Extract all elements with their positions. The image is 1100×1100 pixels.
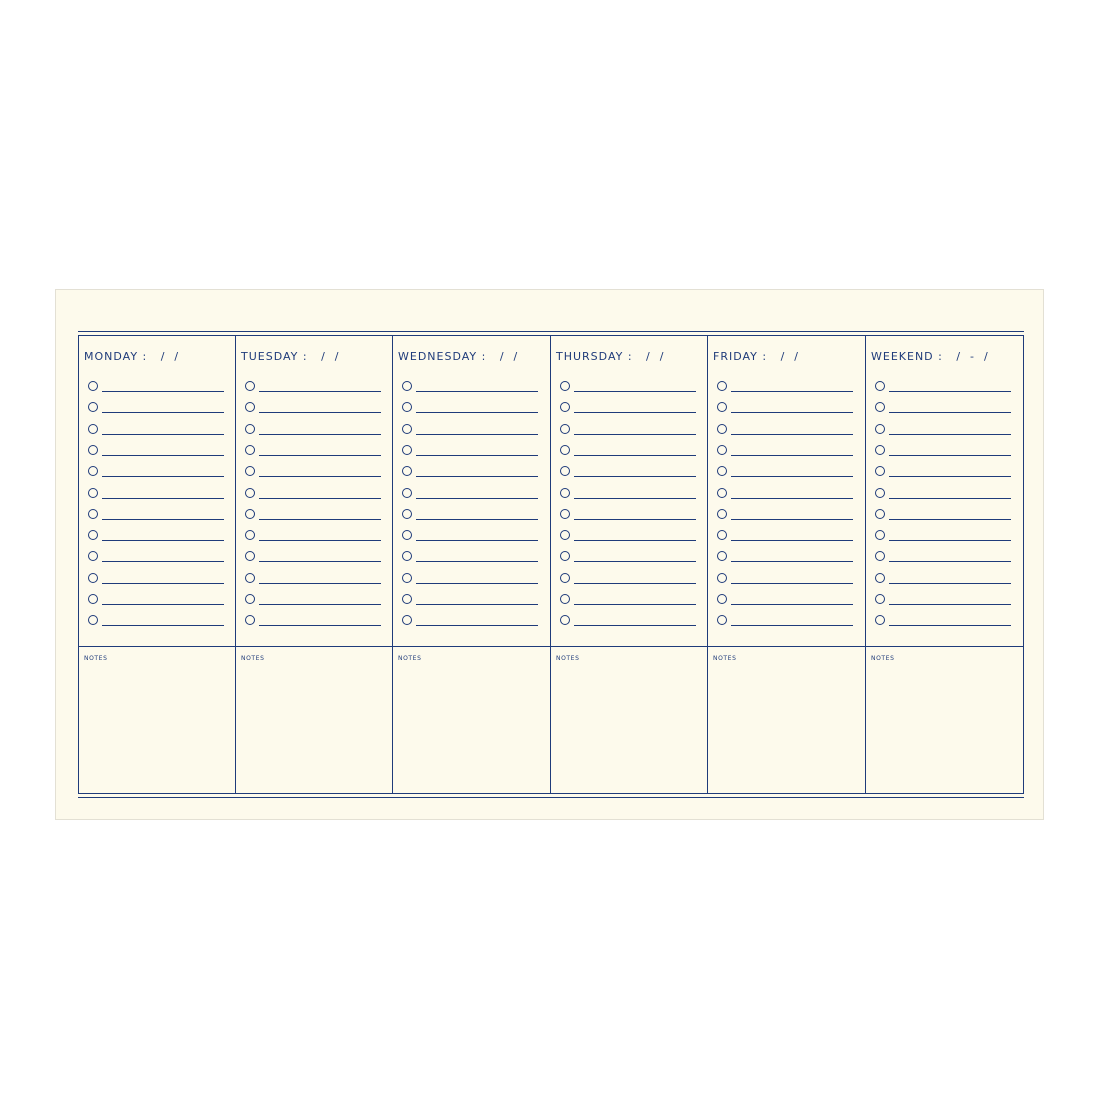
task-checkbox-circle[interactable] xyxy=(560,488,570,498)
task-line[interactable] xyxy=(259,625,381,626)
task-row xyxy=(88,594,226,606)
task-line[interactable] xyxy=(889,391,1011,392)
task-checkbox-circle[interactable] xyxy=(245,509,255,519)
task-line[interactable] xyxy=(574,519,696,520)
task-line[interactable] xyxy=(731,540,853,541)
task-line[interactable] xyxy=(731,625,853,626)
task-row xyxy=(88,615,226,627)
task-line[interactable] xyxy=(102,604,224,605)
task-line[interactable] xyxy=(259,561,381,562)
task-row xyxy=(402,488,540,500)
task-checkbox-circle[interactable] xyxy=(88,573,98,583)
top-border-outer xyxy=(78,331,1024,332)
task-line[interactable] xyxy=(259,498,381,499)
task-line[interactable] xyxy=(574,583,696,584)
task-row xyxy=(717,445,855,457)
task-row xyxy=(560,509,698,521)
task-row xyxy=(88,445,226,457)
task-row xyxy=(560,594,698,606)
task-line[interactable] xyxy=(416,561,538,562)
day-header[interactable]: TUESDAY : / / xyxy=(241,350,340,363)
task-row xyxy=(875,573,1013,585)
task-line[interactable] xyxy=(102,519,224,520)
task-checkbox-circle[interactable] xyxy=(245,551,255,561)
task-line[interactable] xyxy=(102,625,224,626)
task-line[interactable] xyxy=(416,412,538,413)
task-checkbox-circle[interactable] xyxy=(560,445,570,455)
task-checkbox-circle[interactable] xyxy=(402,402,412,412)
task-row xyxy=(560,615,698,627)
task-row xyxy=(402,551,540,563)
task-checkbox-circle[interactable] xyxy=(875,445,885,455)
task-row xyxy=(717,402,855,414)
task-row xyxy=(875,381,1013,393)
task-row xyxy=(717,381,855,393)
task-checkbox-circle[interactable] xyxy=(88,551,98,561)
task-row xyxy=(402,445,540,457)
task-checkbox-circle[interactable] xyxy=(88,424,98,434)
task-row xyxy=(245,615,383,627)
task-checkbox-circle[interactable] xyxy=(245,615,255,625)
task-checkbox-circle[interactable] xyxy=(88,381,98,391)
task-checkbox-circle[interactable] xyxy=(875,381,885,391)
day-header[interactable]: THURSDAY : / / xyxy=(556,350,665,363)
task-row xyxy=(88,466,226,478)
task-line[interactable] xyxy=(731,391,853,392)
task-row xyxy=(717,573,855,585)
task-checkbox-circle[interactable] xyxy=(88,615,98,625)
day-column-tuesday xyxy=(235,335,392,793)
task-row xyxy=(245,381,383,393)
task-checkbox-circle[interactable] xyxy=(717,530,727,540)
task-line[interactable] xyxy=(574,455,696,456)
task-line[interactable] xyxy=(889,434,1011,435)
notes-label: NOTES xyxy=(241,655,265,662)
task-row xyxy=(245,530,383,542)
task-line[interactable] xyxy=(259,455,381,456)
task-line[interactable] xyxy=(574,625,696,626)
task-row xyxy=(402,424,540,436)
task-row xyxy=(88,424,226,436)
task-checkbox-circle[interactable] xyxy=(560,509,570,519)
task-line[interactable] xyxy=(102,561,224,562)
task-line[interactable] xyxy=(102,540,224,541)
task-row xyxy=(560,424,698,436)
column-divider xyxy=(1023,335,1024,793)
task-line[interactable] xyxy=(102,455,224,456)
task-row xyxy=(245,424,383,436)
day-column-thursday xyxy=(550,335,707,793)
task-checkbox-circle[interactable] xyxy=(245,573,255,583)
task-line[interactable] xyxy=(416,434,538,435)
task-line[interactable] xyxy=(889,476,1011,477)
task-line[interactable] xyxy=(102,412,224,413)
task-row xyxy=(402,573,540,585)
bottom-border-inner xyxy=(78,793,1024,794)
task-line[interactable] xyxy=(731,519,853,520)
task-checkbox-circle[interactable] xyxy=(875,509,885,519)
task-checkbox-circle[interactable] xyxy=(560,615,570,625)
task-checkbox-circle[interactable] xyxy=(717,573,727,583)
task-row xyxy=(88,509,226,521)
task-line[interactable] xyxy=(889,540,1011,541)
task-checkbox-circle[interactable] xyxy=(88,530,98,540)
task-row xyxy=(717,509,855,521)
task-row xyxy=(560,530,698,542)
task-line[interactable] xyxy=(102,498,224,499)
task-line[interactable] xyxy=(574,540,696,541)
task-line[interactable] xyxy=(889,498,1011,499)
task-row xyxy=(717,551,855,563)
task-row xyxy=(717,594,855,606)
task-row xyxy=(875,488,1013,500)
task-checkbox-circle[interactable] xyxy=(402,594,412,604)
task-row xyxy=(245,488,383,500)
task-line[interactable] xyxy=(416,498,538,499)
task-checkbox-circle[interactable] xyxy=(402,530,412,540)
task-line[interactable] xyxy=(574,561,696,562)
task-row xyxy=(717,424,855,436)
task-line[interactable] xyxy=(259,519,381,520)
task-checkbox-circle[interactable] xyxy=(560,381,570,391)
task-checkbox-circle[interactable] xyxy=(717,466,727,476)
planner-grid xyxy=(78,331,1024,798)
task-checkbox-circle[interactable] xyxy=(717,488,727,498)
task-row xyxy=(560,488,698,500)
day-header[interactable]: MONDAY : / / xyxy=(84,350,180,363)
task-row xyxy=(875,402,1013,414)
task-row xyxy=(88,573,226,585)
task-line[interactable] xyxy=(259,412,381,413)
task-checkbox-circle[interactable] xyxy=(245,530,255,540)
task-checkbox-circle[interactable] xyxy=(402,488,412,498)
day-column-weekend xyxy=(865,335,1022,793)
task-checkbox-circle[interactable] xyxy=(717,424,727,434)
task-checkbox-circle[interactable] xyxy=(875,530,885,540)
task-row xyxy=(875,594,1013,606)
task-row xyxy=(875,530,1013,542)
task-checkbox-circle[interactable] xyxy=(402,381,412,391)
task-checkbox-circle[interactable] xyxy=(88,445,98,455)
task-row xyxy=(88,530,226,542)
weekly-planner-pad xyxy=(55,289,1044,820)
day-header[interactable]: WEEKEND : / - / xyxy=(871,350,989,363)
task-line[interactable] xyxy=(889,455,1011,456)
task-line[interactable] xyxy=(889,583,1011,584)
task-checkbox-circle[interactable] xyxy=(875,402,885,412)
task-checkbox-circle[interactable] xyxy=(88,488,98,498)
task-line[interactable] xyxy=(416,604,538,605)
task-checkbox-circle[interactable] xyxy=(560,594,570,604)
task-checkbox-circle[interactable] xyxy=(88,594,98,604)
task-row xyxy=(560,466,698,478)
task-line[interactable] xyxy=(731,476,853,477)
task-checkbox-circle[interactable] xyxy=(88,402,98,412)
task-checkbox-circle[interactable] xyxy=(245,424,255,434)
task-line[interactable] xyxy=(889,561,1011,562)
task-line[interactable] xyxy=(259,391,381,392)
task-checkbox-circle[interactable] xyxy=(875,573,885,583)
task-row xyxy=(560,551,698,563)
task-checkbox-circle[interactable] xyxy=(717,381,727,391)
task-checkbox-circle[interactable] xyxy=(717,402,727,412)
task-checkbox-circle[interactable] xyxy=(402,466,412,476)
task-checkbox-circle[interactable] xyxy=(402,615,412,625)
task-line[interactable] xyxy=(731,498,853,499)
task-line[interactable] xyxy=(731,604,853,605)
task-line[interactable] xyxy=(259,604,381,605)
task-line[interactable] xyxy=(416,391,538,392)
task-line[interactable] xyxy=(574,498,696,499)
task-checkbox-circle[interactable] xyxy=(88,466,98,476)
task-line[interactable] xyxy=(731,455,853,456)
task-row xyxy=(560,381,698,393)
task-checkbox-circle[interactable] xyxy=(245,594,255,604)
task-checkbox-circle[interactable] xyxy=(717,445,727,455)
task-line[interactable] xyxy=(574,476,696,477)
task-row xyxy=(245,573,383,585)
task-line[interactable] xyxy=(416,476,538,477)
task-row xyxy=(717,466,855,478)
task-line[interactable] xyxy=(259,476,381,477)
task-row xyxy=(875,424,1013,436)
task-checkbox-circle[interactable] xyxy=(402,573,412,583)
notes-label: NOTES xyxy=(84,655,108,662)
task-checkbox-circle[interactable] xyxy=(560,551,570,561)
task-line[interactable] xyxy=(102,476,224,477)
task-row xyxy=(402,615,540,627)
task-checkbox-circle[interactable] xyxy=(245,402,255,412)
task-line[interactable] xyxy=(574,391,696,392)
task-row xyxy=(717,488,855,500)
task-checkbox-circle[interactable] xyxy=(560,466,570,476)
task-line[interactable] xyxy=(259,434,381,435)
task-checkbox-circle[interactable] xyxy=(560,573,570,583)
notes-label: NOTES xyxy=(713,655,737,662)
task-row xyxy=(402,594,540,606)
task-checkbox-circle[interactable] xyxy=(245,445,255,455)
task-row xyxy=(875,466,1013,478)
task-line[interactable] xyxy=(416,583,538,584)
task-checkbox-circle[interactable] xyxy=(560,424,570,434)
task-row xyxy=(717,615,855,627)
task-line[interactable] xyxy=(731,561,853,562)
task-checkbox-circle[interactable] xyxy=(875,551,885,561)
task-row xyxy=(402,509,540,521)
task-checkbox-circle[interactable] xyxy=(560,530,570,540)
task-checkbox-circle[interactable] xyxy=(402,445,412,455)
task-line[interactable] xyxy=(574,604,696,605)
day-column-monday xyxy=(78,335,235,793)
task-row xyxy=(560,445,698,457)
task-row xyxy=(560,402,698,414)
task-line[interactable] xyxy=(259,540,381,541)
task-checkbox-circle[interactable] xyxy=(875,594,885,604)
task-line[interactable] xyxy=(416,540,538,541)
task-line[interactable] xyxy=(416,455,538,456)
task-checkbox-circle[interactable] xyxy=(560,402,570,412)
task-row xyxy=(875,509,1013,521)
task-row xyxy=(88,381,226,393)
task-line[interactable] xyxy=(574,434,696,435)
day-column-wednesday xyxy=(392,335,549,793)
task-line[interactable] xyxy=(889,625,1011,626)
task-row xyxy=(245,551,383,563)
task-checkbox-circle[interactable] xyxy=(402,551,412,561)
task-line[interactable] xyxy=(731,412,853,413)
task-checkbox-circle[interactable] xyxy=(717,509,727,519)
task-checkbox-circle[interactable] xyxy=(717,594,727,604)
task-checkbox-circle[interactable] xyxy=(875,488,885,498)
notes-label: NOTES xyxy=(556,655,580,662)
task-checkbox-circle[interactable] xyxy=(88,509,98,519)
task-checkbox-circle[interactable] xyxy=(875,424,885,434)
task-line[interactable] xyxy=(889,604,1011,605)
notes-label: NOTES xyxy=(398,655,422,662)
task-line[interactable] xyxy=(889,519,1011,520)
task-line[interactable] xyxy=(416,519,538,520)
bottom-border-outer xyxy=(78,797,1024,798)
task-row xyxy=(88,488,226,500)
task-checkbox-circle[interactable] xyxy=(245,381,255,391)
task-line[interactable] xyxy=(102,434,224,435)
task-row xyxy=(875,551,1013,563)
task-line[interactable] xyxy=(889,412,1011,413)
day-header[interactable]: FRIDAY : / / xyxy=(713,350,799,363)
task-row xyxy=(245,466,383,478)
task-row xyxy=(717,530,855,542)
task-line[interactable] xyxy=(574,412,696,413)
task-line[interactable] xyxy=(731,434,853,435)
task-line[interactable] xyxy=(102,583,224,584)
day-column-friday xyxy=(707,335,864,793)
task-checkbox-circle[interactable] xyxy=(245,466,255,476)
day-header[interactable]: WEDNESDAY : / / xyxy=(398,350,519,363)
task-checkbox-circle[interactable] xyxy=(402,509,412,519)
task-checkbox-circle[interactable] xyxy=(402,424,412,434)
task-row xyxy=(88,551,226,563)
task-checkbox-circle[interactable] xyxy=(875,615,885,625)
task-row xyxy=(402,402,540,414)
task-row xyxy=(875,615,1013,627)
task-row xyxy=(245,509,383,521)
task-line[interactable] xyxy=(416,625,538,626)
task-row xyxy=(402,466,540,478)
notes-label: NOTES xyxy=(871,655,895,662)
task-row xyxy=(402,530,540,542)
task-row xyxy=(245,594,383,606)
task-row xyxy=(402,381,540,393)
task-line[interactable] xyxy=(102,391,224,392)
task-row xyxy=(560,573,698,585)
task-line[interactable] xyxy=(731,583,853,584)
task-row xyxy=(245,402,383,414)
task-line[interactable] xyxy=(259,583,381,584)
task-checkbox-circle[interactable] xyxy=(245,488,255,498)
task-checkbox-circle[interactable] xyxy=(875,466,885,476)
task-checkbox-circle[interactable] xyxy=(717,615,727,625)
task-row xyxy=(245,445,383,457)
task-row xyxy=(875,445,1013,457)
task-checkbox-circle[interactable] xyxy=(717,551,727,561)
task-row xyxy=(88,402,226,414)
